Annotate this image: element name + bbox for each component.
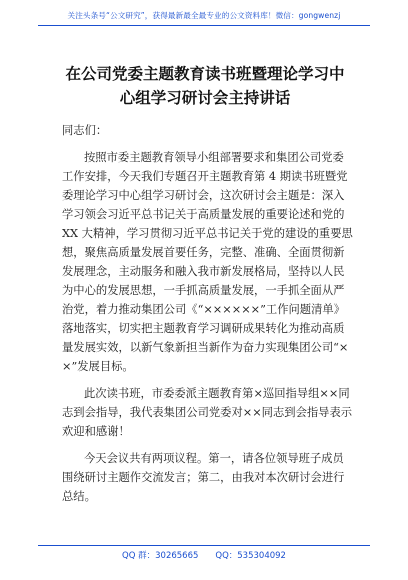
document-title bbox=[58, 62, 352, 110]
paragraph-line: 落地落实，切实把主题教育学习调研成果转化为推动高质 bbox=[62, 322, 345, 335]
paragraph-line: 委理论学习中心组学习研讨会，这次研讨会主题是：深入 bbox=[62, 189, 345, 202]
document-body bbox=[62, 121, 354, 506]
title-line-2: 心组学习研讨会主持讲话 bbox=[119, 89, 291, 107]
paragraph-line: 为中心的发展思想，一手抓高质量发展，一手抓全面从严 bbox=[62, 284, 345, 297]
paragraph-line: XX 大精神，学习贯彻习近平总书记关于党的建设的重要思 bbox=[62, 227, 353, 240]
title-line-1: 在公司党委主题教育读书班暨理论学习中 bbox=[65, 65, 345, 83]
paragraph-line: 量发展实效，以新气象新担当新作为奋力实现集团公司“× bbox=[62, 341, 349, 354]
paragraph-line: 工作安排，今天我们专题召开主题教育第 4 期读书班暨党 bbox=[62, 170, 348, 183]
paragraph-line: 发展理念，主动服务和融入我市新发展格局，坚持以人民 bbox=[62, 265, 345, 278]
paragraph-line: 学习领会习近平总书记关于高质量发展的重要论述和党的 bbox=[62, 208, 345, 221]
paragraph-line: ×”发展目标。 bbox=[62, 360, 134, 373]
paragraph-2 bbox=[62, 384, 354, 441]
paragraph-line: 围绕研讨主题作交流发言；第二，由我对本次研讨会进行 bbox=[62, 471, 345, 484]
header-promo-text: 关注头条号“公文研究”，获得最新最全最专业的公文资料库！微信：gongwenzj bbox=[67, 11, 341, 20]
paragraph-line: 按照市委主题教育领导小组部署要求和集团公司党委 bbox=[84, 151, 344, 164]
paragraph-line: 想，聚焦高质量发展首要任务，完整、准确、全面贯彻新 bbox=[62, 246, 345, 259]
footer-contact-text: QQ 群：30265665 QQ：535304092 bbox=[122, 551, 286, 561]
paragraph-1 bbox=[62, 148, 354, 376]
paragraph-line: 今天会议共有两项议程。第一，请各位领导班子成员 bbox=[84, 452, 344, 465]
paragraph-line: 此次读书班，市委委派主题教育第×巡回指导组××同 bbox=[84, 387, 350, 400]
paragraph-line: 总结。 bbox=[62, 490, 96, 503]
header-divider bbox=[38, 25, 370, 26]
footer-divider bbox=[38, 545, 370, 546]
paragraph-line: 欢迎和感谢！ bbox=[62, 425, 130, 438]
paragraph-line: 志到会指导，我代表集团公司党委对××同志到会指导表示 bbox=[62, 406, 353, 419]
paragraph-line: 治党，着力推动集团公司《“××××××”工作问题清单》 bbox=[62, 303, 345, 316]
salutation: 同志们： bbox=[62, 124, 108, 137]
paragraph-3 bbox=[62, 449, 354, 506]
